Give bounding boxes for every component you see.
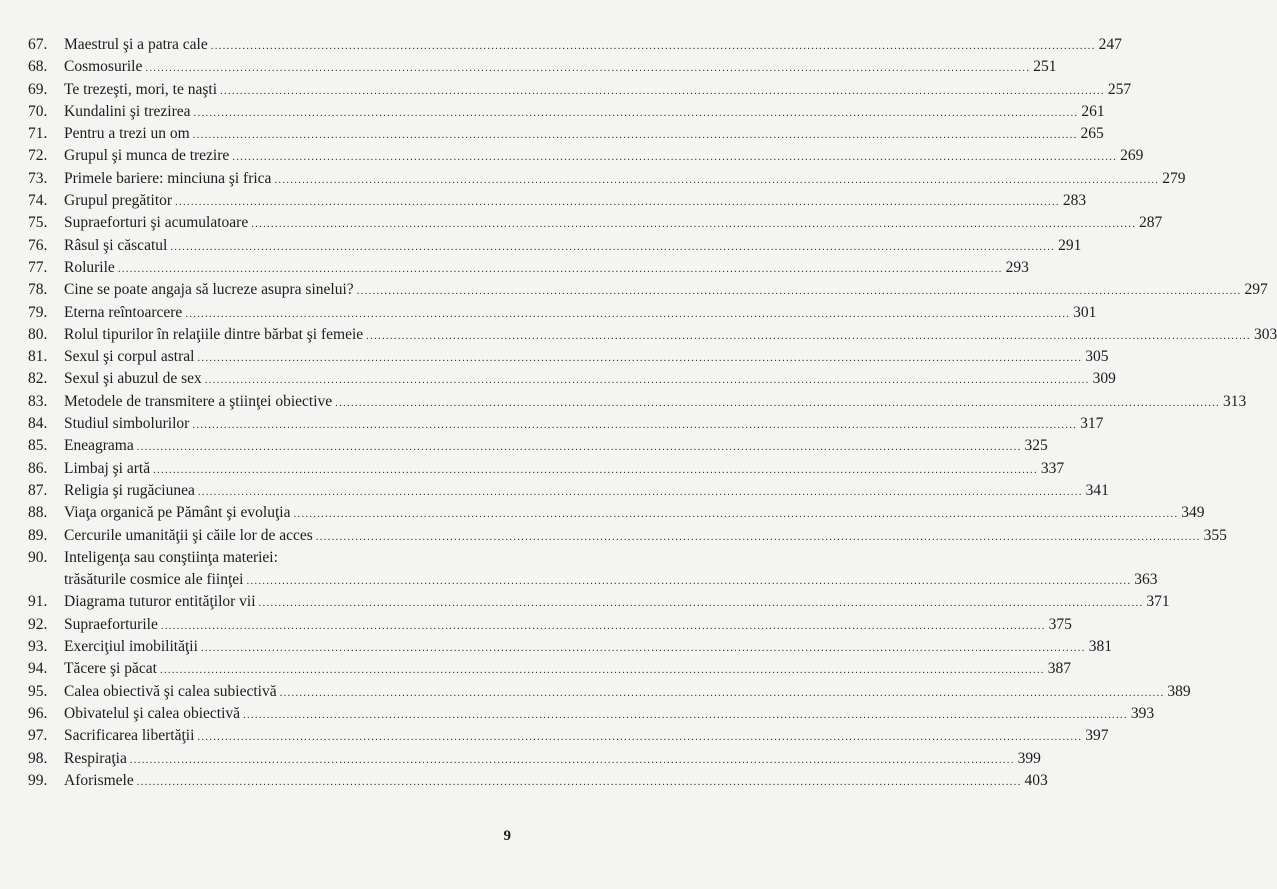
toc-entry-number: 80. bbox=[28, 325, 48, 343]
toc-entry-title: Sexul şi abuzul de sex bbox=[64, 370, 202, 388]
toc-entry bbox=[28, 502, 1205, 524]
toc-entry-title: Studiul simbolurilor bbox=[64, 415, 190, 433]
toc-entry-number: 67. bbox=[28, 36, 48, 53]
toc-entry-title: Limbaj şi artă bbox=[64, 459, 151, 477]
toc-entry-number: 81. bbox=[28, 348, 48, 366]
toc-entry-page: 389 bbox=[1167, 682, 1191, 700]
toc-entry-title: Sacrificarea libertăţii bbox=[64, 727, 195, 745]
toc-entry-page: 349 bbox=[1181, 504, 1205, 522]
toc-entry bbox=[28, 591, 1170, 613]
toc-entry-title: Obivatelul şi calea obiectivă bbox=[64, 704, 241, 722]
toc-entry bbox=[28, 79, 1132, 101]
toc-entry-page: 283 bbox=[1062, 192, 1087, 210]
dot-leader bbox=[153, 459, 1038, 481]
toc-entry-title: Cine se poate angaja să lucreze asupra sinelui? bbox=[64, 281, 354, 299]
toc-entry-page: 269 bbox=[1120, 147, 1144, 165]
toc-entry-title-continuation: trăsăturile cosmice ale fiinţei bbox=[64, 571, 244, 589]
toc-entry-title: Aforismele bbox=[64, 771, 134, 789]
toc-entry-number: 79. bbox=[28, 303, 48, 321]
dot-leader bbox=[145, 57, 1030, 79]
toc-entry-page: 305 bbox=[1085, 348, 1109, 366]
toc-entry-page: 251 bbox=[1033, 58, 1057, 76]
dot-leader bbox=[198, 481, 1083, 503]
toc-entry-number: 88. bbox=[28, 504, 48, 522]
toc-entry-page: 355 bbox=[1203, 526, 1227, 544]
toc-entry-title: Kundalini şi trezirea bbox=[64, 102, 191, 120]
toc-entry-page: 265 bbox=[1080, 125, 1104, 143]
toc-entry-title: Supraeforturi şi acumulatoare bbox=[64, 214, 249, 232]
toc-entry-page: 337 bbox=[1040, 459, 1065, 477]
toc-entry-page: 297 bbox=[1244, 281, 1268, 299]
toc-entry-page: 247 bbox=[1098, 36, 1122, 53]
toc-entry-number: 99. bbox=[28, 771, 48, 789]
toc-entry-title: Calea obiectivă şi calea subiectivă bbox=[64, 682, 277, 700]
toc-entry bbox=[28, 435, 1048, 457]
toc-entry bbox=[28, 34, 1122, 56]
toc-entry-page: 397 bbox=[1085, 727, 1109, 745]
toc-entry bbox=[28, 346, 1109, 368]
toc-entry-title: Viaţa organică pe Pământ şi evoluţia bbox=[64, 504, 291, 522]
toc-entry-title: Rolurile bbox=[64, 258, 115, 276]
toc-entry-page: 301 bbox=[1073, 303, 1097, 321]
toc-entry bbox=[28, 681, 1191, 703]
toc-entry bbox=[28, 770, 1048, 792]
dot-leader bbox=[293, 503, 1178, 525]
dot-leader bbox=[243, 704, 1128, 726]
toc-entry-number: 95. bbox=[28, 682, 48, 700]
dot-leader bbox=[274, 169, 1159, 191]
toc-entry-number: 82. bbox=[28, 370, 48, 388]
dot-leader bbox=[205, 369, 1090, 391]
dot-leader bbox=[118, 258, 1003, 280]
toc-entry-title: Metodele de transmitere a ştiinţei obiective bbox=[64, 392, 333, 410]
toc-entry-title: Cercurile umanităţii şi căile lor de acces bbox=[64, 526, 313, 544]
toc-entry-number: 77. bbox=[28, 258, 48, 276]
dot-leader bbox=[192, 414, 1077, 436]
toc-entry-page: 317 bbox=[1080, 415, 1104, 433]
toc-entry-number: 84. bbox=[28, 415, 48, 433]
toc-entry-number: 83. bbox=[28, 392, 48, 410]
toc-entry-page: 381 bbox=[1088, 638, 1112, 656]
toc-entry bbox=[28, 458, 1065, 480]
toc-entry bbox=[28, 614, 1072, 636]
toc-entry bbox=[28, 391, 1247, 413]
toc-entry-number: 93. bbox=[28, 638, 48, 656]
toc-entry bbox=[28, 212, 1163, 234]
toc-entry-title: Grupul pregătitor bbox=[64, 192, 173, 210]
dot-leader bbox=[175, 191, 1060, 213]
dot-leader bbox=[194, 102, 1079, 124]
toc-entry-continuation-row bbox=[28, 569, 1158, 591]
toc-entry-number: 97. bbox=[28, 727, 48, 745]
dot-leader bbox=[357, 280, 1242, 302]
toc-entry-number: 78. bbox=[28, 281, 48, 299]
toc-entry bbox=[28, 525, 1227, 547]
toc-entry-number: 69. bbox=[28, 80, 48, 98]
toc-entry-number: 87. bbox=[28, 481, 48, 499]
toc-entry-number: 90. bbox=[28, 548, 48, 566]
toc-entry-number: 85. bbox=[28, 437, 48, 455]
toc-entry-page: 313 bbox=[1222, 392, 1247, 410]
dot-leader bbox=[161, 615, 1046, 637]
dot-leader bbox=[197, 726, 1082, 748]
toc-entry-page: 371 bbox=[1146, 593, 1170, 611]
toc-entry-number: 73. bbox=[28, 169, 48, 187]
toc-entry-page: 279 bbox=[1162, 169, 1186, 187]
toc-entry-number: 74. bbox=[28, 192, 48, 210]
toc-entry-title: Exerciţiul imobilităţii bbox=[64, 638, 198, 656]
toc-entry-title: Sexul şi corpul astral bbox=[64, 348, 195, 366]
toc-entry-number: 86. bbox=[28, 459, 48, 477]
dot-leader bbox=[280, 682, 1165, 704]
toc-entry bbox=[28, 168, 1186, 190]
toc-entry bbox=[28, 145, 1144, 167]
toc-entry bbox=[28, 636, 1112, 658]
toc-entry-number: 94. bbox=[28, 660, 48, 678]
toc-entry-page: 375 bbox=[1048, 615, 1072, 633]
toc-entry-title: Respiraţia bbox=[64, 749, 127, 767]
toc-entry-page: 403 bbox=[1024, 771, 1048, 789]
toc-entry bbox=[28, 368, 1116, 390]
toc-entry-page: 393 bbox=[1130, 704, 1155, 722]
toc-entry-page: 387 bbox=[1047, 660, 1071, 678]
dot-leader bbox=[335, 392, 1220, 414]
toc-entry-title: Maestrul şi a patra cale bbox=[64, 36, 208, 53]
toc-entry bbox=[28, 324, 1277, 346]
dot-leader bbox=[130, 749, 1015, 771]
toc-entry-title: Religia şi rugăciunea bbox=[64, 481, 195, 499]
dot-leader bbox=[201, 637, 1086, 659]
toc-entry-title: Diagrama tuturor entităţilor vii bbox=[64, 593, 256, 611]
toc-entry-number: 91. bbox=[28, 593, 48, 611]
toc-entry bbox=[28, 235, 1082, 257]
toc-entry-page: 261 bbox=[1081, 102, 1105, 120]
toc-entry-number: 75. bbox=[28, 214, 48, 232]
toc-entry bbox=[28, 413, 1104, 435]
toc-entry-page: 303 bbox=[1253, 325, 1277, 343]
dot-leader bbox=[251, 213, 1136, 235]
toc-entry-title: Supraeforturile bbox=[64, 615, 158, 633]
toc-entry-title: Grupul şi munca de trezire bbox=[64, 147, 230, 165]
toc-entry bbox=[28, 101, 1105, 123]
dot-leader bbox=[211, 35, 1096, 57]
toc-entry-number: 89. bbox=[28, 526, 48, 544]
toc-entry bbox=[28, 279, 1268, 301]
dot-leader bbox=[316, 526, 1201, 548]
toc-entry-title: Cosmosurile bbox=[64, 58, 143, 76]
toc-entry-title: Te trezeşti, mori, te naşti bbox=[64, 80, 218, 98]
dot-leader bbox=[246, 570, 1131, 592]
toc-entry bbox=[28, 190, 1087, 212]
dot-leader bbox=[193, 124, 1078, 146]
toc-entry-number: 70. bbox=[28, 102, 48, 120]
toc-entry-number: 96. bbox=[28, 704, 48, 722]
dot-leader bbox=[366, 325, 1251, 347]
dot-leader bbox=[259, 592, 1144, 614]
dot-leader bbox=[170, 236, 1055, 258]
toc-entry-page: 363 bbox=[1134, 571, 1158, 589]
toc-entry-page: 309 bbox=[1092, 370, 1116, 388]
toc-entry-number: 98. bbox=[28, 749, 48, 767]
toc-entry bbox=[28, 257, 1029, 279]
toc-entry bbox=[28, 547, 516, 569]
toc-entry-page: 291 bbox=[1058, 236, 1082, 254]
toc-entry bbox=[28, 748, 1041, 770]
toc-entry-title: Eterna reîntoarcere bbox=[64, 303, 183, 321]
toc-entry bbox=[28, 658, 1071, 680]
toc-entry-number: 72. bbox=[28, 147, 48, 165]
toc-entry-title: Râsul şi căscatul bbox=[64, 236, 168, 254]
dot-leader bbox=[160, 659, 1045, 681]
toc-entry bbox=[28, 123, 1104, 145]
table-of-contents bbox=[28, 34, 1277, 792]
toc-entry bbox=[28, 703, 1155, 725]
toc-entry-title: Inteligenţa sau conştiinţa materiei: bbox=[64, 548, 278, 566]
toc-entry bbox=[28, 480, 1109, 502]
dot-leader bbox=[137, 771, 1022, 793]
toc-entry-number: 68. bbox=[28, 58, 48, 76]
toc-entry-page: 293 bbox=[1005, 258, 1029, 276]
toc-entry-title: Eneagrama bbox=[64, 437, 134, 455]
dot-leader bbox=[232, 146, 1117, 168]
toc-entry-page: 341 bbox=[1085, 481, 1109, 499]
dot-leader bbox=[197, 347, 1082, 369]
toc-entry-title: Primele bariere: minciuna şi frica bbox=[64, 169, 272, 187]
toc-entry-number: 92. bbox=[28, 615, 48, 633]
dot-leader bbox=[185, 303, 1070, 325]
toc-entry-page: 287 bbox=[1139, 214, 1163, 232]
dot-leader bbox=[137, 436, 1022, 458]
toc-entry bbox=[28, 56, 1057, 78]
toc-entry-title: Pentru a trezi un om bbox=[64, 125, 190, 143]
toc-entry bbox=[28, 302, 1097, 324]
toc-entry-number: 76. bbox=[28, 236, 48, 254]
toc-entry-page: 325 bbox=[1024, 437, 1048, 455]
toc-entry-title: Rolul tipurilor în relaţiile dintre bărbat şi femeie bbox=[64, 325, 364, 343]
toc-entry bbox=[28, 725, 1109, 747]
toc-entry-page: 399 bbox=[1017, 749, 1041, 767]
toc-entry-number: 71. bbox=[28, 125, 48, 143]
toc-entry-page: 257 bbox=[1107, 80, 1132, 98]
page-number: 9 bbox=[503, 828, 511, 844]
toc-entry-title: Tăcere şi păcat bbox=[64, 660, 157, 678]
dot-leader bbox=[220, 80, 1105, 102]
